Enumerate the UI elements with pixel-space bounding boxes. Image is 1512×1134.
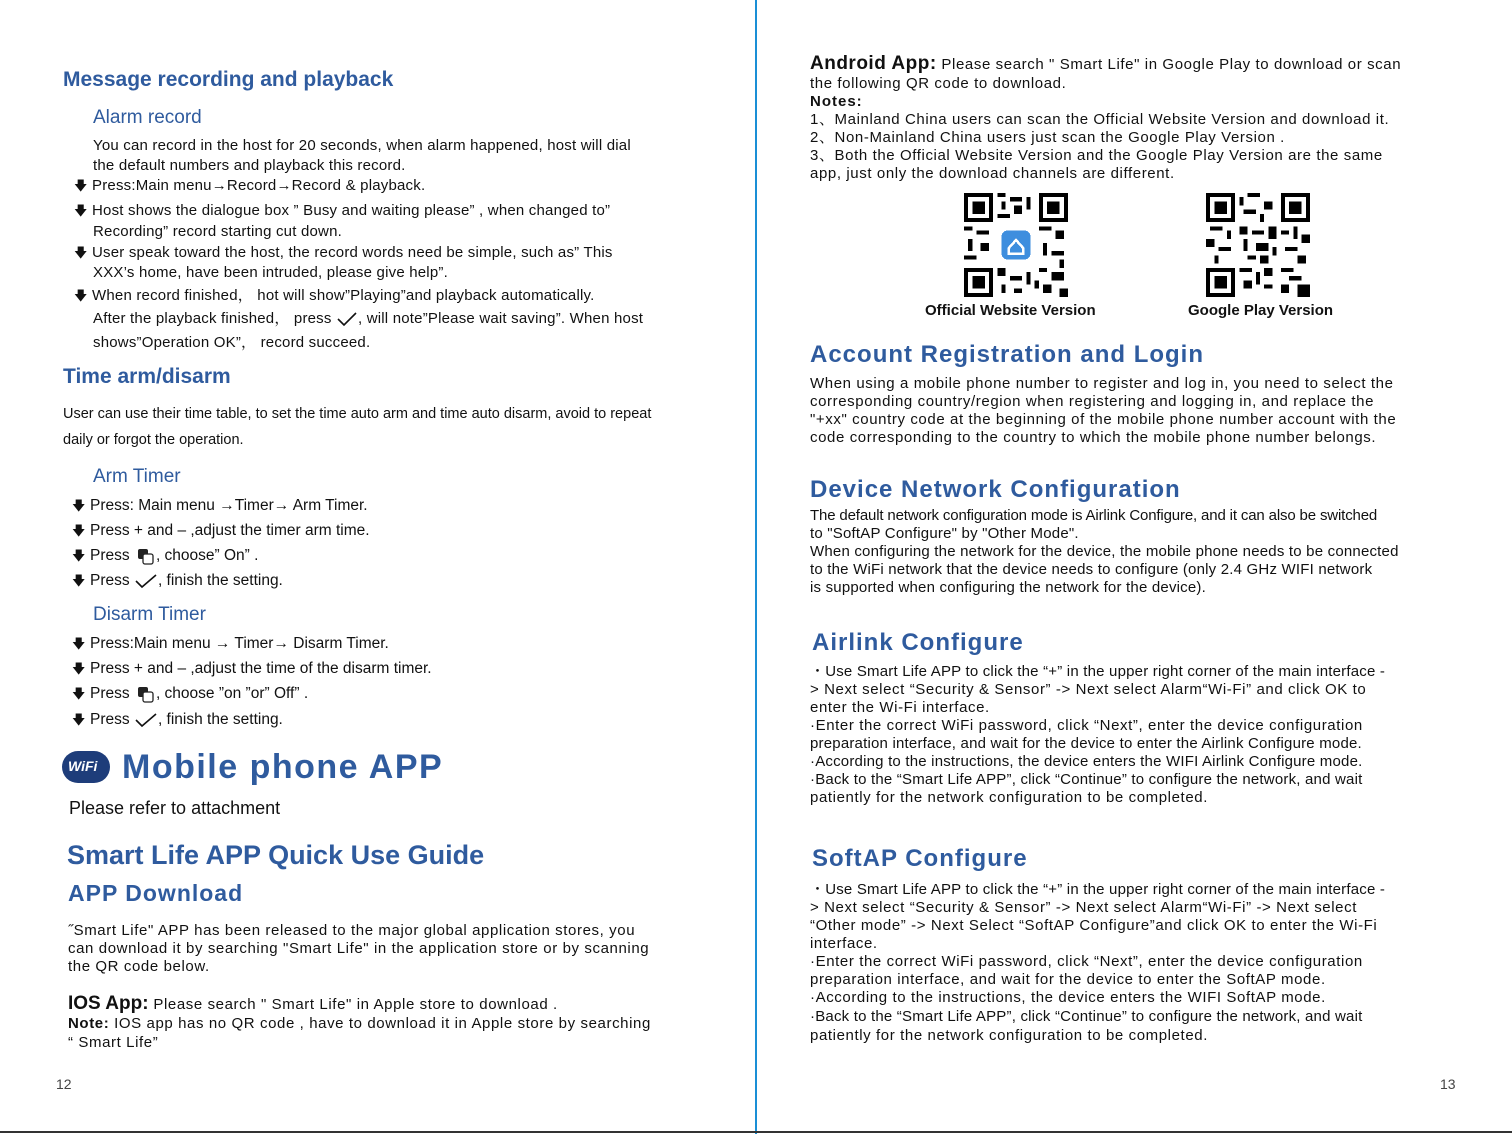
arm-bullet-2: 🡇 Press + and – ,adjust the timer arm time. xyxy=(72,522,370,544)
alarm-bullet-2: 🡇 Host shows the dialogue box ” Busy and waiting please” , when changed to” xyxy=(74,202,611,219)
airlink-line-1: ・Use Smart Life APP to click the “+” in the upper right corner of the main interface - xyxy=(810,663,1386,680)
check-icon xyxy=(134,573,158,589)
qr-official-label: Official Website Version xyxy=(925,302,1096,319)
qr-google-label: Google Play Version xyxy=(1188,302,1334,319)
check-icon xyxy=(336,311,358,327)
refer-text: Please refer to attachment xyxy=(69,798,281,818)
arm-bullet-1: 🡇 Press: Main menu →Timer→ Arm Timer. xyxy=(72,497,368,519)
down-arrow-bullet-icon: 🡇 xyxy=(74,203,88,218)
qr-code-icon xyxy=(1206,193,1310,297)
airlink-line-6: ·According to the instructions, the device enters the WIFI Airlink Configure mode. xyxy=(810,753,1363,770)
airlink-line-4: ·Enter the correct WiFi password, click “Next”, enter the device configuration xyxy=(810,717,1363,734)
disarm-bullet-2: 🡇 Press + and – ,adjust the time of the disarm timer. xyxy=(72,660,432,682)
account-line-2: corresponding country/region when registering and logging in, and replace the xyxy=(810,393,1375,410)
softap-line-7: ·According to the instructions, the device enters the WIFI SoftAP mode. xyxy=(810,989,1326,1006)
network-line-2: to "SoftAP Configure" by "Other Mode". xyxy=(810,525,1079,542)
network-line-5: is supported when configuring the network for the device). xyxy=(810,579,1206,596)
alarm-intro-line-1: You can record in the host for 20 seconds, when alarm happened, host will dial xyxy=(93,137,631,154)
mobile-app-title: Mobile phone APP xyxy=(122,748,444,786)
account-line-1: When using a mobile phone number to register and log in, you need to select the xyxy=(810,375,1394,392)
softap-line-8: ·Back to the “Smart Life APP”, click “Continue” to configure the network, and wait xyxy=(810,1008,1363,1025)
down-arrow-bullet-icon: 🡇 xyxy=(72,686,86,702)
account-line-3: "+xx" country code at the beginning of the mobile phone number account with the xyxy=(810,411,1397,428)
airlink-line-2: > Next select “Security & Sensor” -> Next select Alarm“Wi-Fi” and click OK to xyxy=(810,681,1367,698)
note-line-2: “ Smart Life” xyxy=(68,1034,159,1051)
down-arrow-bullet-icon: 🡇 xyxy=(72,573,86,588)
airlink-title: Airlink Configure xyxy=(812,629,1024,656)
down-arrow-bullet-icon: 🡇 xyxy=(72,636,86,651)
softap-line-1: ・Use Smart Life APP to click the “+” in the upper right corner of the main interface - xyxy=(810,881,1386,898)
softap-line-2: > Next select “Security & Sensor” -> Next select Alarm“Wi-Fi” -> Next select xyxy=(810,899,1357,916)
android-line: Android App: Please search " Smart Life" in Google Play to download or scan xyxy=(810,53,1402,74)
account-line-4: code corresponding to the country to which the mobile phone number belongs. xyxy=(810,429,1377,446)
airlink-line-7: ·Back to the “Smart Life APP”, click “Continue” to configure the network, and wait xyxy=(810,771,1363,788)
softap-line-3: “Other mode” -> Next Select “SoftAP Configure”and click OK to enter the Wi-Fi xyxy=(810,917,1378,934)
app-download-line-1: ˝Smart Life" APP has been released to the major global application stores, you xyxy=(68,922,636,939)
softap-line-6: preparation interface, and wait for the device to enter the SoftAP mode. xyxy=(810,971,1326,988)
app-download-line-2: can download it by searching "Smart Life" in the application store or by scanning xyxy=(68,940,650,957)
app-download-title: APP Download xyxy=(68,880,244,906)
alarm-bullet-2-cont: Recording” record starting cut down. xyxy=(93,223,342,240)
key-icon xyxy=(134,547,156,565)
down-arrow-bullet-icon: 🡇 xyxy=(74,288,88,303)
airlink-line-5: preparation interface, and wait for the device to enter the Airlink Configure mode. xyxy=(810,735,1362,752)
page-number-left: 12 xyxy=(56,1076,72,1092)
app-download-line-3: the QR code below. xyxy=(68,958,210,975)
alarm-bullet-3: 🡇 User speak toward the host, the record words need be simple, such as” This xyxy=(74,244,613,261)
down-arrow-bullet-icon: 🡇 xyxy=(72,523,86,538)
network-title: Device Network Configuration xyxy=(810,476,1181,503)
arm-bullet-4: 🡇 Press , finish the setting. xyxy=(72,572,283,594)
note-1: 1、Mainland China users can scan the Official Website Version and download it. xyxy=(810,111,1390,128)
arm-bullet-3: 🡇 Press , choose” On” . xyxy=(72,547,258,569)
note-3: 3、Both the Official Website Version and the Google Play Version are the same xyxy=(810,147,1383,164)
alarm-bullet-4-cont-2: shows”Operation OK”， record succeed. xyxy=(93,334,371,351)
airlink-line-3: enter the Wi-Fi interface. xyxy=(810,699,990,716)
softap-line-4: interface. xyxy=(810,935,878,952)
disarm-bullet-1: 🡇 Press:Main menu → Timer→ Disarm Timer. xyxy=(72,635,389,657)
alarm-bullet-4: 🡇 When record finished， hot will show”Playing”and playback automatically. xyxy=(74,287,595,304)
qr-official-svg xyxy=(964,193,1068,297)
alarm-bullet-3-cont: XXX’s home, have been intruded, please give help”. xyxy=(93,264,448,281)
disarm-bullet-4: 🡇 Press , finish the setting. xyxy=(72,711,283,733)
alarm-intro-line-2: the default numbers and playback this record. xyxy=(93,157,406,174)
time-arm-intro-2: daily or forgot the operation. xyxy=(63,432,244,448)
network-line-1: The default network configuration mode is Airlink Configure, and it can also be switched xyxy=(810,507,1378,524)
network-line-4: to the WiFi network that the device needs to configure (only 2.4 GHz WIFI network xyxy=(810,561,1373,578)
down-arrow-bullet-icon: 🡇 xyxy=(74,178,88,193)
softap-line-9: patiently for the network configuration to be completed. xyxy=(810,1027,1208,1044)
down-arrow-bullet-icon: 🡇 xyxy=(72,498,86,513)
time-arm-intro-1: User can use their time table, to set the time auto arm and time auto disarm, avoid to repeat xyxy=(63,406,652,422)
softap-title: SoftAP Configure xyxy=(812,845,1028,872)
key-icon xyxy=(134,685,156,703)
alarm-bullet-1: 🡇 Press:Main menu→Record→Record & playback. xyxy=(74,177,426,194)
ios-line: IOS App: Please search " Smart Life" in Apple store to download . xyxy=(68,993,558,1014)
disarm-bullet-3: 🡇 Press , choose ”on ”or” Off” . xyxy=(72,685,308,707)
android-line-2: the following QR code to download. xyxy=(810,75,1067,92)
note-4: app, just only the download channels are different. xyxy=(810,165,1175,182)
subtitle-arm-timer: Arm Timer xyxy=(93,466,181,487)
account-title: Account Registration and Login xyxy=(810,341,1204,368)
subtitle-disarm-timer: Disarm Timer xyxy=(93,604,206,625)
down-arrow-bullet-icon: 🡇 xyxy=(72,548,86,564)
note-2: 2、Non-Mainland China users just scan the Google Play Version . xyxy=(810,129,1285,146)
smart-life-title: Smart Life APP Quick Use Guide xyxy=(67,840,485,870)
check-icon xyxy=(134,712,158,728)
section-title-time-arm: Time arm/disarm xyxy=(63,365,231,388)
down-arrow-bullet-icon: 🡇 xyxy=(72,712,86,727)
network-line-3: When configuring the network for the device, the mobile phone needs to be connected xyxy=(810,543,1399,560)
wifi-icon: WiFi xyxy=(62,751,110,783)
subtitle-alarm-record: Alarm record xyxy=(93,107,202,128)
note-line: Note: IOS app has no QR code , have to download it in Apple store by searching xyxy=(68,1015,651,1032)
softap-line-5: ·Enter the correct WiFi password, click “Next”, enter the device configuration xyxy=(810,953,1363,970)
airlink-line-8: patiently for the network configuration to be completed. xyxy=(810,789,1208,806)
alarm-bullet-4-cont: After the playback finished， press , will note”Please wait saving”. When host xyxy=(93,310,644,327)
page-number-right: 13 xyxy=(1440,1076,1456,1092)
bottom-rule xyxy=(0,1131,1512,1133)
smart-life-logo-icon xyxy=(1001,230,1030,259)
qr-code-icon xyxy=(964,193,1068,297)
section-title-message-recording: Message recording and playback xyxy=(63,68,394,91)
page-divider xyxy=(755,0,757,1134)
qr-google-svg xyxy=(1206,193,1310,297)
down-arrow-bullet-icon: 🡇 xyxy=(74,245,88,260)
notes-label: Notes: xyxy=(810,93,863,110)
down-arrow-bullet-icon: 🡇 xyxy=(72,661,86,676)
